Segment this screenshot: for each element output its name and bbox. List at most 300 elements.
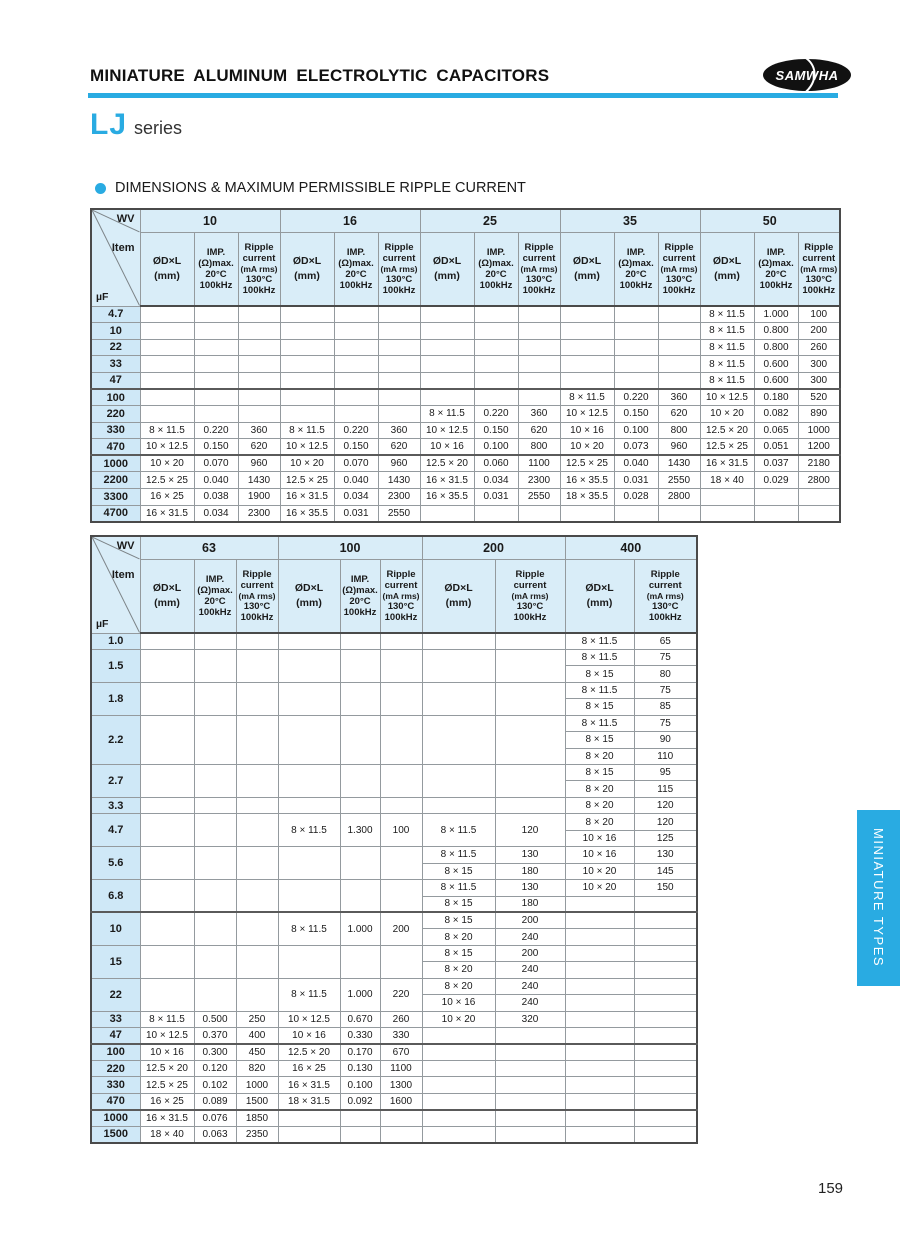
value-cell [278, 649, 340, 682]
value-cell: 65 [634, 633, 697, 649]
value-cell: 0.037 [754, 455, 798, 472]
value-cell: 120 [495, 814, 565, 847]
value-cell: 1430 [658, 455, 700, 472]
value-cell [280, 389, 334, 406]
value-cell [194, 339, 238, 356]
value-cell: 12.5 × 25 [140, 472, 194, 489]
value-cell [238, 306, 280, 323]
value-cell [278, 1126, 340, 1142]
value-cell: 1430 [378, 472, 420, 489]
value-cell [700, 489, 754, 506]
table-row [91, 814, 697, 830]
value-cell: 1.000 [340, 912, 380, 945]
value-cell [420, 505, 474, 522]
value-cell: 12.5 × 20 [140, 1060, 194, 1076]
value-cell [634, 978, 697, 994]
value-cell: 1300 [380, 1077, 422, 1093]
value-cell: 8 × 15 [565, 699, 634, 715]
value-cell: 8 × 11.5 [278, 912, 340, 945]
value-cell [140, 356, 194, 373]
value-cell: 8 × 11.5 [420, 406, 474, 423]
value-cell: 620 [658, 406, 700, 423]
table-row [91, 1077, 697, 1093]
column-header-cell: IMP. (Ω)max. 20°C 100kHz [340, 560, 380, 634]
value-cell [565, 945, 634, 961]
value-cell [140, 978, 194, 1011]
table-row [91, 505, 840, 522]
uf-item-cell: 4.7 [91, 814, 140, 847]
value-cell: 0.170 [340, 1044, 380, 1060]
value-cell [334, 323, 378, 340]
value-cell [238, 406, 280, 423]
value-cell: 8 × 11.5 [700, 306, 754, 323]
value-cell: 12.5 × 20 [420, 455, 474, 472]
value-cell: 0.034 [334, 489, 378, 506]
value-cell [378, 372, 420, 389]
value-cell: 0.800 [754, 323, 798, 340]
value-cell: 300 [798, 372, 840, 389]
value-cell [422, 797, 495, 813]
value-cell: 260 [798, 339, 840, 356]
value-cell: 16 × 31.5 [140, 1110, 194, 1126]
bullet-icon [95, 183, 106, 194]
value-cell [560, 323, 614, 340]
value-cell [236, 765, 278, 798]
value-cell: 450 [236, 1044, 278, 1060]
value-cell [340, 649, 380, 682]
value-cell [380, 945, 422, 978]
uf-item-cell: 22 [91, 978, 140, 1011]
value-cell [560, 339, 614, 356]
value-cell: 8 × 11.5 [565, 715, 634, 731]
value-cell [614, 372, 658, 389]
value-cell: 0.220 [474, 406, 518, 423]
uf-item-cell: 2200 [91, 472, 140, 489]
value-cell: 620 [518, 422, 560, 439]
column-header-cell: Ripple current (mA rms) 130°C 100kHz [658, 233, 700, 307]
value-cell [236, 797, 278, 813]
value-cell: 300 [798, 356, 840, 373]
value-cell: 0.100 [474, 439, 518, 456]
value-cell [495, 765, 565, 798]
value-cell [422, 682, 495, 715]
value-cell: 1000 [798, 422, 840, 439]
samwha-logo [763, 59, 851, 91]
value-cell [238, 323, 280, 340]
value-cell: 0.100 [340, 1077, 380, 1093]
value-cell [495, 715, 565, 764]
uf-item-cell: 33 [91, 1011, 140, 1027]
value-cell: 330 [380, 1028, 422, 1044]
value-cell [495, 1028, 565, 1044]
value-cell: 10 × 16 [140, 1044, 194, 1060]
value-cell: 85 [634, 699, 697, 715]
value-cell: 150 [634, 880, 697, 896]
value-cell [422, 765, 495, 798]
value-cell: 0.073 [614, 439, 658, 456]
value-cell [495, 1126, 565, 1142]
item-label: Item [111, 242, 135, 254]
value-cell [422, 1077, 495, 1093]
uf-item-cell: 4700 [91, 505, 140, 522]
value-cell [565, 1044, 634, 1060]
value-cell: 0.038 [194, 489, 238, 506]
series-heading [90, 108, 182, 142]
value-cell: 8 × 20 [422, 978, 495, 994]
uf-item-cell: 1.8 [91, 682, 140, 715]
voltage-header-cell: 25 [420, 209, 560, 233]
value-cell [140, 649, 194, 682]
value-cell [474, 306, 518, 323]
uf-item-cell: 33 [91, 356, 140, 373]
column-header-cell: Ripple current (mA rms) 130°C 100kHz [798, 233, 840, 307]
value-cell: 10 × 20 [560, 439, 614, 456]
uf-item-cell: 10 [91, 912, 140, 945]
value-cell: 0.028 [614, 489, 658, 506]
value-cell [798, 489, 840, 506]
voltage-header-cell: 200 [422, 536, 565, 560]
table-row [91, 472, 840, 489]
value-cell [378, 339, 420, 356]
wv-label: WV [116, 540, 135, 552]
value-cell [278, 682, 340, 715]
value-cell: 360 [378, 422, 420, 439]
column-header-cell: ØD×L (mm) [420, 233, 474, 307]
value-cell: 320 [495, 1011, 565, 1027]
value-cell [334, 389, 378, 406]
value-cell [140, 682, 194, 715]
column-header-cell: IMP. (Ω)max. 20°C 100kHz [614, 233, 658, 307]
value-cell: 0.220 [614, 389, 658, 406]
value-cell: 0.150 [474, 422, 518, 439]
table-row [91, 715, 697, 731]
table-row [91, 1060, 697, 1076]
value-cell: 12.5 × 20 [700, 422, 754, 439]
value-cell [334, 406, 378, 423]
value-cell: 100 [798, 306, 840, 323]
voltage-header-cell: 35 [560, 209, 700, 233]
value-cell [194, 406, 238, 423]
value-cell [278, 633, 340, 649]
value-cell: 960 [378, 455, 420, 472]
value-cell [560, 356, 614, 373]
diagonal-corner-cell [91, 536, 140, 633]
value-cell [140, 765, 194, 798]
value-cell: 0.800 [754, 339, 798, 356]
value-cell [140, 323, 194, 340]
table-row [91, 847, 697, 863]
value-cell: 18 × 40 [700, 472, 754, 489]
value-cell [194, 649, 236, 682]
series-name: LJ [90, 108, 128, 141]
table-row [91, 978, 697, 994]
value-cell: 10 × 12.5 [700, 389, 754, 406]
value-cell: 0.102 [194, 1077, 236, 1093]
value-cell: 8 × 11.5 [280, 422, 334, 439]
column-header-cell: ØD×L (mm) [565, 560, 634, 634]
value-cell: 75 [634, 682, 697, 698]
value-cell [194, 765, 236, 798]
value-cell [700, 505, 754, 522]
value-cell: 400 [236, 1028, 278, 1044]
value-cell [634, 1126, 697, 1142]
value-cell [378, 389, 420, 406]
value-cell: 75 [634, 715, 697, 731]
uf-item-cell: 470 [91, 1093, 140, 1109]
value-cell: 16 × 25 [140, 1093, 194, 1109]
value-cell [194, 715, 236, 764]
value-cell [518, 339, 560, 356]
value-cell: 1500 [236, 1093, 278, 1109]
value-cell [565, 995, 634, 1011]
value-cell [194, 797, 236, 813]
value-cell [340, 715, 380, 764]
value-cell: 10 × 12.5 [278, 1011, 340, 1027]
value-cell: 8 × 11.5 [700, 356, 754, 373]
value-cell [658, 339, 700, 356]
value-cell [474, 505, 518, 522]
value-cell [560, 505, 614, 522]
value-cell: 8 × 15 [565, 732, 634, 748]
value-cell [280, 406, 334, 423]
value-cell: 2550 [378, 505, 420, 522]
value-cell: 10 × 12.5 [140, 439, 194, 456]
value-cell: 240 [495, 962, 565, 978]
value-cell: 10 × 16 [278, 1028, 340, 1044]
value-cell: 2550 [518, 489, 560, 506]
column-header-cell: IMP. (Ω)max. 20°C 100kHz [194, 233, 238, 307]
column-header-cell: Ripple current (mA rms) 130°C 100kHz [380, 560, 422, 634]
value-cell: 240 [495, 995, 565, 1011]
value-cell [560, 372, 614, 389]
value-cell [140, 633, 194, 649]
column-header-cell: Ripple current (mA rms) 130°C 100kHz [518, 233, 560, 307]
value-cell: 0.031 [334, 505, 378, 522]
value-cell: 1.300 [340, 814, 380, 847]
value-cell [634, 1060, 697, 1076]
value-cell [658, 323, 700, 340]
column-header-cell: Ripple current (mA rms) 130°C 100kHz [236, 560, 278, 634]
value-cell: 12.5 × 25 [560, 455, 614, 472]
table-row [91, 339, 840, 356]
value-cell: 130 [495, 847, 565, 863]
value-cell [334, 306, 378, 323]
value-cell [238, 389, 280, 406]
value-cell: 90 [634, 732, 697, 748]
value-cell [474, 339, 518, 356]
value-cell [422, 633, 495, 649]
value-cell [340, 1126, 380, 1142]
value-cell [380, 847, 422, 880]
value-cell: 130 [495, 880, 565, 896]
value-cell: 8 × 15 [422, 896, 495, 912]
value-cell [334, 372, 378, 389]
value-cell [614, 306, 658, 323]
value-cell: 75 [634, 649, 697, 665]
value-cell [280, 372, 334, 389]
value-cell: 8 × 15 [422, 863, 495, 879]
column-header-cell: ØD×L (mm) [700, 233, 754, 307]
value-cell [334, 339, 378, 356]
value-cell [340, 847, 380, 880]
value-cell [420, 306, 474, 323]
value-cell [380, 715, 422, 764]
table-row [91, 306, 840, 323]
value-cell [380, 633, 422, 649]
value-cell: 10 × 20 [565, 863, 634, 879]
table-row [91, 389, 840, 406]
value-cell [518, 372, 560, 389]
value-cell: 0.300 [194, 1044, 236, 1060]
value-cell: 8 × 20 [565, 748, 634, 764]
value-cell [634, 1093, 697, 1109]
value-cell [565, 1011, 634, 1027]
table-row [91, 372, 840, 389]
value-cell [420, 339, 474, 356]
value-cell [140, 406, 194, 423]
table-row [91, 489, 840, 506]
value-cell [754, 489, 798, 506]
value-cell: 360 [238, 422, 280, 439]
value-cell [754, 505, 798, 522]
value-cell: 0.092 [340, 1093, 380, 1109]
value-cell: 8 × 20 [422, 929, 495, 945]
uf-item-cell: 4.7 [91, 306, 140, 323]
value-cell [565, 1028, 634, 1044]
value-cell [340, 1110, 380, 1126]
value-cell [634, 1077, 697, 1093]
value-cell: 0.120 [194, 1060, 236, 1076]
value-cell [518, 306, 560, 323]
value-cell [422, 1028, 495, 1044]
value-cell: 10 × 20 [280, 455, 334, 472]
value-cell: 0.600 [754, 356, 798, 373]
table-row [91, 1011, 697, 1027]
value-cell [140, 306, 194, 323]
value-cell: 1600 [380, 1093, 422, 1109]
value-cell: 2800 [658, 489, 700, 506]
value-cell: 200 [798, 323, 840, 340]
value-cell: 12.5 × 25 [280, 472, 334, 489]
table-row [91, 1126, 697, 1142]
value-cell [140, 847, 194, 880]
value-cell: 800 [518, 439, 560, 456]
miniature-types-tab-label: MINIATURE TYPES [871, 828, 886, 968]
value-cell: 0.370 [194, 1028, 236, 1044]
table-row [91, 1044, 697, 1060]
value-cell: 1200 [798, 439, 840, 456]
value-cell [422, 649, 495, 682]
value-cell [236, 814, 278, 847]
table-row [91, 945, 697, 961]
value-cell [614, 339, 658, 356]
value-cell [140, 715, 194, 764]
value-cell: 260 [380, 1011, 422, 1027]
value-cell [518, 505, 560, 522]
value-cell [236, 880, 278, 913]
wv-label: WV [116, 213, 135, 225]
column-header-cell: IMP. (Ω)max. 20°C 100kHz [474, 233, 518, 307]
value-cell [278, 847, 340, 880]
value-cell [380, 1110, 422, 1126]
value-cell [380, 649, 422, 682]
value-cell: 1000 [236, 1077, 278, 1093]
value-cell: 10 × 12.5 [140, 1028, 194, 1044]
value-cell: 960 [658, 439, 700, 456]
value-cell: 18 × 35.5 [560, 489, 614, 506]
value-cell: 16 × 35.5 [280, 505, 334, 522]
value-cell [518, 389, 560, 406]
value-cell: 520 [798, 389, 840, 406]
value-cell: 16 × 31.5 [140, 505, 194, 522]
value-cell [565, 962, 634, 978]
value-cell [495, 649, 565, 682]
value-cell: 80 [634, 666, 697, 682]
uf-item-cell: 1.5 [91, 649, 140, 682]
value-cell: 12.5 × 25 [700, 439, 754, 456]
value-cell [140, 797, 194, 813]
value-cell: 8 × 20 [565, 781, 634, 797]
value-cell [420, 389, 474, 406]
value-cell: 8 × 20 [565, 797, 634, 813]
column-header-cell: ØD×L (mm) [140, 233, 194, 307]
value-cell [280, 323, 334, 340]
value-cell: 18 × 31.5 [278, 1093, 340, 1109]
table-row [91, 1028, 697, 1044]
page-title: MINIATURE ALUMINUM ELECTROLYTIC CAPACITORS [90, 66, 550, 85]
value-cell: 360 [658, 389, 700, 406]
value-cell [194, 814, 236, 847]
table-row [91, 765, 697, 781]
value-cell [238, 356, 280, 373]
value-cell [495, 1044, 565, 1060]
value-cell [560, 306, 614, 323]
value-cell: 125 [634, 830, 697, 846]
value-cell [236, 715, 278, 764]
value-cell: 100 [380, 814, 422, 847]
value-cell [236, 682, 278, 715]
uf-item-cell: 220 [91, 406, 140, 423]
value-cell [658, 356, 700, 373]
value-cell: 8 × 15 [565, 666, 634, 682]
value-cell [280, 339, 334, 356]
table-row [91, 682, 697, 698]
value-cell [634, 1011, 697, 1027]
value-cell: 12.5 × 25 [140, 1077, 194, 1093]
value-cell [194, 372, 238, 389]
value-cell: 890 [798, 406, 840, 423]
value-cell [280, 306, 334, 323]
uf-item-cell: 100 [91, 1044, 140, 1060]
value-cell: 10 × 16 [422, 995, 495, 1011]
column-header-cell: Ripple current (mA rms) 130°C 100kHz [495, 560, 565, 634]
value-cell: 12.5 × 20 [278, 1044, 340, 1060]
value-cell: 10 × 20 [700, 406, 754, 423]
table-row [91, 323, 840, 340]
value-cell [422, 1044, 495, 1060]
value-cell: 0.330 [340, 1028, 380, 1044]
value-cell: 0.040 [614, 455, 658, 472]
value-cell [340, 633, 380, 649]
table-row [91, 1110, 697, 1126]
value-cell: 10 × 16 [420, 439, 474, 456]
column-header-cell: ØD×L (mm) [280, 233, 334, 307]
section-heading [95, 180, 526, 196]
value-cell: 0.060 [474, 455, 518, 472]
uf-item-cell: 47 [91, 1028, 140, 1044]
value-cell: 8 × 20 [422, 962, 495, 978]
value-cell [565, 1126, 634, 1142]
